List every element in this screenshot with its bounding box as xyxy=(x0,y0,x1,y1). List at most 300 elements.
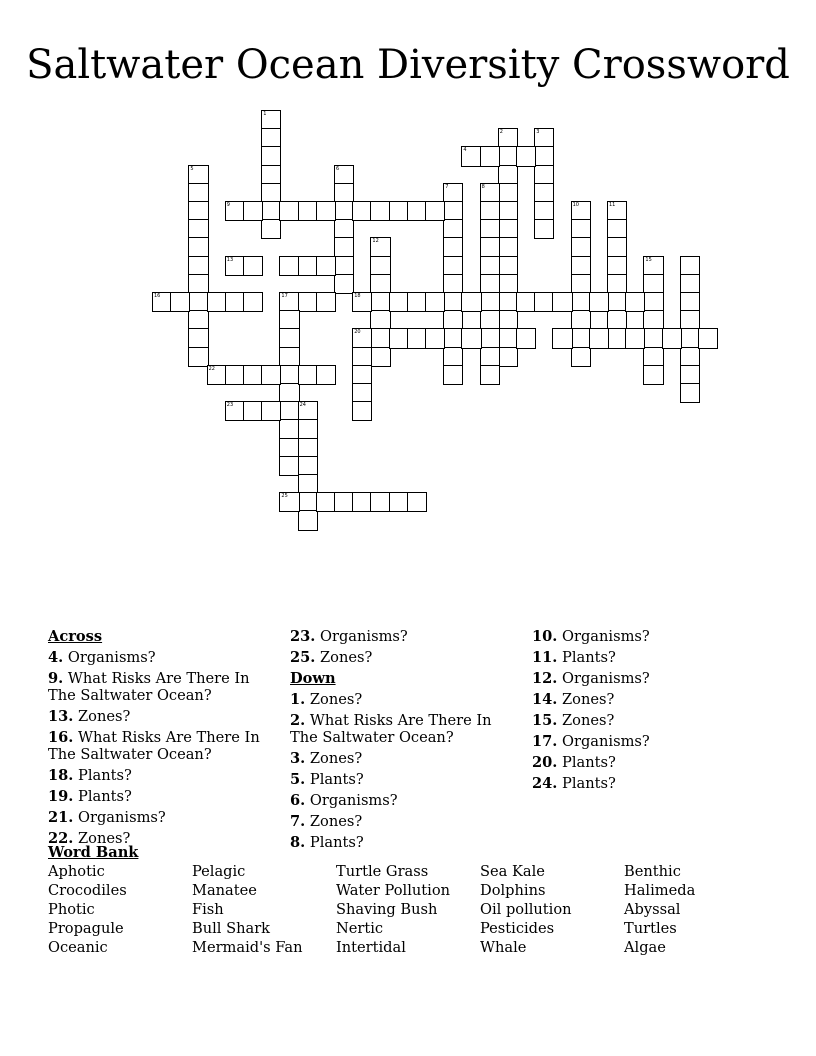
word-bank-word: Fish xyxy=(192,901,224,918)
crossword-cell[interactable] xyxy=(298,510,318,530)
word-bank-word: Photic xyxy=(48,901,95,918)
crossword-cell[interactable] xyxy=(389,328,409,348)
crossword-cell[interactable] xyxy=(334,219,354,239)
clue-item xyxy=(532,733,762,750)
crossword-cell[interactable] xyxy=(607,328,627,348)
clue-number-label: 8. xyxy=(290,834,306,851)
crossword-cell[interactable] xyxy=(534,165,554,185)
clue-number: 15 xyxy=(645,256,652,263)
clue-text: Organisms? xyxy=(557,628,650,645)
word-bank-word: Crocodiles xyxy=(48,882,127,899)
crossword-cell[interactable] xyxy=(225,365,245,385)
crossword-cell[interactable] xyxy=(534,146,554,166)
crossword-cell[interactable] xyxy=(352,401,372,421)
crossword-cell[interactable] xyxy=(498,292,518,312)
clue-text: Zones? xyxy=(73,708,131,725)
crossword-cell[interactable] xyxy=(461,146,481,166)
crossword-cell[interactable] xyxy=(425,292,445,312)
crossword-cell[interactable] xyxy=(571,310,591,330)
crossword-cell[interactable] xyxy=(316,292,336,312)
crossword-cell[interactable] xyxy=(516,146,536,166)
crossword-cell[interactable] xyxy=(334,256,354,276)
clue-number: 12 xyxy=(372,238,379,245)
clue-number: 10 xyxy=(572,202,579,208)
crossword-cell[interactable] xyxy=(443,183,463,203)
clue-number: 6 xyxy=(336,165,340,172)
crossword-cell[interactable] xyxy=(316,492,336,512)
clue-item xyxy=(48,809,278,826)
clue-text: Zones? xyxy=(305,691,363,708)
crossword-cell[interactable] xyxy=(188,292,208,312)
crossword-cell[interactable] xyxy=(352,201,372,221)
crossword-cell[interactable] xyxy=(188,256,208,276)
clue-number: 20 xyxy=(354,329,361,336)
word-bank-word: Bull Shark xyxy=(192,920,271,937)
crossword-cell[interactable] xyxy=(498,328,518,348)
crossword-cell[interactable] xyxy=(279,383,299,403)
crossword-cell[interactable] xyxy=(261,401,281,421)
clue-text: Zones? xyxy=(73,830,131,847)
word-bank-column xyxy=(48,862,127,957)
crossword-cell[interactable] xyxy=(607,237,627,257)
crossword-cell[interactable] xyxy=(680,310,700,330)
clue-item xyxy=(290,771,520,788)
clue-number: 22 xyxy=(208,365,215,372)
crossword-cell[interactable] xyxy=(498,219,518,239)
crossword-cell[interactable] xyxy=(370,256,390,276)
clue-number-label: 18. xyxy=(48,767,74,784)
crossword-cell[interactable] xyxy=(607,292,627,312)
crossword-cell[interactable] xyxy=(643,347,663,367)
clue-number-label: 5. xyxy=(290,771,306,788)
crossword-cell[interactable] xyxy=(316,256,336,276)
word-bank-word: Abyssal xyxy=(624,901,681,918)
clue-item xyxy=(532,775,762,792)
clue-number-label: 6. xyxy=(290,792,306,809)
crossword-cell[interactable] xyxy=(334,274,354,294)
clue-number-label: 15. xyxy=(532,712,558,729)
clue-number: 18 xyxy=(354,293,361,299)
crossword-cell[interactable] xyxy=(225,401,245,421)
crossword-cell[interactable] xyxy=(298,438,318,458)
crossword-cell[interactable] xyxy=(279,438,299,458)
crossword-cell[interactable] xyxy=(188,237,208,257)
clue-item xyxy=(290,628,520,645)
crossword-cell[interactable] xyxy=(443,310,463,330)
clue-number-label: 9. xyxy=(48,670,64,687)
clue-text: Zones? xyxy=(557,691,615,708)
clue-text: Plants? xyxy=(305,771,364,788)
crossword-cell[interactable] xyxy=(643,256,663,276)
crossword-cell[interactable] xyxy=(480,328,500,348)
clue-number-label: 17. xyxy=(532,733,558,750)
word-bank-word: Intertidal xyxy=(336,939,406,956)
clue-item xyxy=(532,691,762,708)
crossword-cell[interactable] xyxy=(607,201,627,221)
crossword-cell[interactable] xyxy=(261,219,281,239)
clue-text: Zones? xyxy=(557,712,615,729)
clue-item xyxy=(48,788,278,805)
crossword-cell[interactable] xyxy=(625,328,645,348)
crossword-cell[interactable] xyxy=(571,347,591,367)
clue-number: 24 xyxy=(299,402,306,409)
clue-number-label: 12. xyxy=(532,670,558,687)
crossword-cell[interactable] xyxy=(352,383,372,403)
crossword-cell[interactable] xyxy=(188,201,208,221)
crossword-cell[interactable] xyxy=(298,474,318,494)
crossword-cell[interactable] xyxy=(571,292,591,312)
crossword-cell[interactable] xyxy=(480,183,500,203)
word-bank-word: Whale xyxy=(480,939,527,956)
crossword-cell[interactable] xyxy=(643,274,663,294)
clue-text: Plants? xyxy=(557,775,616,792)
crossword-cell[interactable] xyxy=(389,292,409,312)
crossword-cell[interactable] xyxy=(407,328,427,348)
crossword-cell[interactable] xyxy=(298,292,318,312)
clue-number: 17 xyxy=(281,293,288,299)
crossword-cell[interactable] xyxy=(407,201,427,221)
crossword-cell[interactable] xyxy=(443,365,463,385)
crossword-cell[interactable] xyxy=(188,347,208,367)
word-bank-column xyxy=(192,862,302,957)
crossword-cell[interactable] xyxy=(370,237,390,257)
crossword-cell[interactable] xyxy=(389,201,409,221)
crossword-cell[interactable] xyxy=(498,183,518,203)
crossword-cell[interactable] xyxy=(298,201,318,221)
crossword-cell[interactable] xyxy=(279,456,299,476)
crossword-cell[interactable] xyxy=(552,328,572,348)
crossword-cell[interactable] xyxy=(334,183,354,203)
crossword-cell[interactable] xyxy=(152,292,172,312)
crossword-cell[interactable] xyxy=(243,365,263,385)
crossword-cell[interactable] xyxy=(480,310,500,330)
clue-number: 5 xyxy=(190,165,194,172)
word-bank-word: Mermaid's Fan xyxy=(192,939,303,956)
clue-text: Organisms? xyxy=(305,792,398,809)
word-bank-column xyxy=(480,862,572,957)
crossword-cell[interactable] xyxy=(334,201,354,221)
crossword-cell[interactable] xyxy=(480,365,500,385)
crossword-cell[interactable] xyxy=(498,165,518,185)
clue-item xyxy=(48,729,278,763)
crossword-cell[interactable] xyxy=(370,274,390,294)
crossword-cell[interactable] xyxy=(680,256,700,276)
crossword-cell[interactable] xyxy=(680,328,700,348)
word-bank-word: Turtle Grass xyxy=(336,863,429,880)
clue-number-label: 3. xyxy=(290,750,306,767)
clue-item xyxy=(48,670,278,704)
crossword-cell[interactable] xyxy=(589,292,609,312)
crossword-cell[interactable] xyxy=(607,256,627,276)
clue-text: Plants? xyxy=(557,649,616,666)
crossword-cell[interactable] xyxy=(571,328,591,348)
clue-text: Plants? xyxy=(73,767,132,784)
crossword-cell[interactable] xyxy=(607,310,627,330)
crossword-cell[interactable] xyxy=(571,201,591,221)
crossword-cell[interactable] xyxy=(480,146,500,166)
clue-number: 25 xyxy=(281,493,288,500)
crossword-cell[interactable] xyxy=(607,274,627,294)
crossword-cell[interactable] xyxy=(279,310,299,330)
crossword-cell[interactable] xyxy=(370,310,390,330)
clue-text: Organisms? xyxy=(73,809,166,826)
crossword-cell[interactable] xyxy=(279,256,299,276)
crossword-cell[interactable] xyxy=(225,201,245,221)
crossword-cell[interactable] xyxy=(680,365,700,385)
clue-text: Organisms? xyxy=(63,649,156,666)
crossword-cell[interactable] xyxy=(480,292,500,312)
clue-number-label: 1. xyxy=(290,691,306,708)
crossword-cell[interactable] xyxy=(571,237,591,257)
crossword-cell[interactable] xyxy=(188,328,208,348)
clue-number: 2 xyxy=(499,129,503,136)
word-bank-word: Dolphins xyxy=(480,882,546,899)
crossword-cell[interactable] xyxy=(370,328,390,348)
crossword-cell[interactable] xyxy=(498,146,518,166)
crossword-cell[interactable] xyxy=(407,492,427,512)
crossword-cell[interactable] xyxy=(534,201,554,221)
clue-item xyxy=(532,670,762,687)
clue-number-label: 10. xyxy=(532,628,558,645)
crossword-cell[interactable] xyxy=(261,110,281,130)
crossword-cell[interactable] xyxy=(370,201,390,221)
crossword-cell[interactable] xyxy=(261,128,281,148)
crossword-cell[interactable] xyxy=(443,292,463,312)
crossword-cell[interactable] xyxy=(370,292,390,312)
crossword-cell[interactable] xyxy=(279,347,299,367)
clues-column-1 xyxy=(48,628,278,851)
crossword-cell[interactable] xyxy=(498,128,518,148)
crossword-cell[interactable] xyxy=(188,183,208,203)
crossword-cell[interactable] xyxy=(334,165,354,185)
clue-number: 7 xyxy=(445,183,449,190)
crossword-cell[interactable] xyxy=(589,328,609,348)
crossword-cell[interactable] xyxy=(279,401,299,421)
crossword-cell[interactable] xyxy=(279,292,299,312)
crossword-cell[interactable] xyxy=(443,256,463,276)
clue-item xyxy=(290,813,520,830)
clue-text: What Risks Are There In The Saltwater Ocean? xyxy=(48,729,260,763)
crossword-cell[interactable] xyxy=(352,347,372,367)
crossword-cell[interactable] xyxy=(534,292,554,312)
crossword-cell[interactable] xyxy=(443,274,463,294)
crossword-cell[interactable] xyxy=(571,256,591,276)
clue-text: Zones? xyxy=(305,750,363,767)
crossword-cell[interactable] xyxy=(625,292,645,312)
clue-item xyxy=(532,754,762,771)
clue-item xyxy=(48,708,278,725)
crossword-cell[interactable] xyxy=(352,492,372,512)
crossword-cell[interactable] xyxy=(334,237,354,257)
crossword-cell[interactable] xyxy=(298,256,318,276)
crossword-cell[interactable] xyxy=(680,383,700,403)
crossword-cell[interactable] xyxy=(316,201,336,221)
clue-text: What Risks Are There In The Saltwater Ocean? xyxy=(290,712,492,746)
crossword-cell[interactable] xyxy=(443,347,463,367)
clue-number-label: 20. xyxy=(532,754,558,771)
word-bank-column xyxy=(624,862,695,957)
crossword-cell[interactable] xyxy=(571,274,591,294)
page-title: Saltwater Ocean Diversity Crossword xyxy=(26,42,790,88)
clue-item xyxy=(290,834,520,851)
crossword-cell[interactable] xyxy=(480,274,500,294)
crossword-cell[interactable] xyxy=(370,492,390,512)
clue-section-heading: Across xyxy=(48,628,103,645)
crossword-cell[interactable] xyxy=(571,219,591,239)
crossword-cell[interactable] xyxy=(298,401,318,421)
crossword-cell[interactable] xyxy=(188,310,208,330)
clue-text: Organisms? xyxy=(557,670,650,687)
crossword-cell[interactable] xyxy=(243,256,263,276)
clue-number-label: 13. xyxy=(48,708,74,725)
clue-text: Plants? xyxy=(73,788,132,805)
clue-section-heading: Down xyxy=(290,670,336,687)
crossword-cell[interactable] xyxy=(298,492,318,512)
crossword-cell[interactable] xyxy=(225,256,245,276)
clue-item xyxy=(290,712,520,746)
clue-number-label: 4. xyxy=(48,649,64,666)
crossword-cell[interactable] xyxy=(480,347,500,367)
crossword-cell[interactable] xyxy=(680,292,700,312)
crossword-cell[interactable] xyxy=(461,292,481,312)
crossword-cell[interactable] xyxy=(643,292,663,312)
crossword-cell[interactable] xyxy=(334,492,354,512)
crossword-cell[interactable] xyxy=(389,492,409,512)
crossword-cell[interactable] xyxy=(443,237,463,257)
clue-number-label: 23. xyxy=(290,628,316,645)
clue-number-label: 2. xyxy=(290,712,306,729)
clue-number: 1 xyxy=(263,111,267,117)
crossword-cell[interactable] xyxy=(170,292,190,312)
clue-number: 13 xyxy=(226,256,234,263)
crossword-cell[interactable] xyxy=(207,365,227,385)
crossword-cell[interactable] xyxy=(662,328,682,348)
crossword-cell[interactable] xyxy=(643,310,663,330)
word-bank-heading: Word Bank xyxy=(48,844,139,861)
crossword-cell[interactable] xyxy=(552,292,572,312)
crossword-cell[interactable] xyxy=(279,365,299,385)
crossword-cell[interactable] xyxy=(279,419,299,439)
clues-column-3 xyxy=(532,628,762,796)
crossword-cell[interactable] xyxy=(534,128,554,148)
clue-text: Zones? xyxy=(305,813,363,830)
clue-number-label: 11. xyxy=(532,649,558,666)
crossword-cell[interactable] xyxy=(425,201,445,221)
crossword-cell[interactable] xyxy=(261,365,281,385)
crossword-cell[interactable] xyxy=(607,219,627,239)
crossword-cell[interactable] xyxy=(498,256,518,276)
crossword-cell[interactable] xyxy=(516,328,536,348)
crossword-cell[interactable] xyxy=(261,183,281,203)
clue-text: Zones? xyxy=(315,649,373,666)
crossword-cell[interactable] xyxy=(498,237,518,257)
crossword-cell[interactable] xyxy=(188,219,208,239)
word-bank-word: Algae xyxy=(624,939,666,956)
crossword-cell[interactable] xyxy=(698,328,718,348)
clue-item xyxy=(532,712,762,729)
clue-text: Organisms? xyxy=(315,628,408,645)
clue-text: Plants? xyxy=(557,754,616,771)
crossword-cell[interactable] xyxy=(680,274,700,294)
clue-number-label: 19. xyxy=(48,788,74,805)
crossword-cell[interactable] xyxy=(480,237,500,257)
crossword-cell[interactable] xyxy=(680,347,700,367)
crossword-cell[interactable] xyxy=(407,292,427,312)
crossword-cell[interactable] xyxy=(316,365,336,385)
crossword-cell[interactable] xyxy=(461,328,481,348)
clue-number-label: 14. xyxy=(532,691,558,708)
crossword-cell[interactable] xyxy=(225,292,245,312)
clue-number: 4 xyxy=(463,147,467,154)
word-bank-word: Manatee xyxy=(192,882,257,899)
crossword-cell[interactable] xyxy=(243,292,263,312)
crossword-cell[interactable] xyxy=(279,201,299,221)
crossword-cell[interactable] xyxy=(261,146,281,166)
crossword-cell[interactable] xyxy=(298,419,318,439)
crossword-cell[interactable] xyxy=(352,365,372,385)
clue-text: What Risks Are There In The Saltwater Ocean? xyxy=(48,670,250,704)
crossword-cell[interactable] xyxy=(279,492,299,512)
crossword-cell[interactable] xyxy=(279,328,299,348)
clue-item xyxy=(290,750,520,767)
crossword-cell[interactable] xyxy=(534,183,554,203)
crossword-cell[interactable] xyxy=(370,347,390,367)
clue-number: 3 xyxy=(536,129,540,136)
crossword-cell[interactable] xyxy=(516,292,536,312)
clue-number-label: 7. xyxy=(290,813,306,830)
crossword-cell[interactable] xyxy=(480,256,500,276)
crossword-cell[interactable] xyxy=(352,328,372,348)
crossword-cell[interactable] xyxy=(443,328,463,348)
clue-item xyxy=(290,649,520,666)
crossword-cell[interactable] xyxy=(298,456,318,476)
clue-number: 11 xyxy=(609,202,616,208)
crossword-cell[interactable] xyxy=(498,347,518,367)
clue-number: 9 xyxy=(226,202,230,208)
crossword-cell[interactable] xyxy=(643,328,663,348)
clue-number: 16 xyxy=(154,293,161,299)
crossword-cell[interactable] xyxy=(261,201,281,221)
crossword-cell[interactable] xyxy=(443,219,463,239)
word-bank-word: Aphotic xyxy=(48,863,105,880)
crossword-cell[interactable] xyxy=(480,219,500,239)
crossword-cell[interactable] xyxy=(261,165,281,185)
word-bank-word: Propagule xyxy=(48,920,124,937)
clue-item xyxy=(290,792,520,809)
clue-item xyxy=(532,649,762,666)
crossword-cell[interactable] xyxy=(480,201,500,221)
crossword-cell[interactable] xyxy=(443,201,463,221)
crossword-cell[interactable] xyxy=(425,328,445,348)
crossword-cell[interactable] xyxy=(243,201,263,221)
crossword-cell[interactable] xyxy=(243,401,263,421)
crossword-cell[interactable] xyxy=(207,292,227,312)
crossword-cell[interactable] xyxy=(498,274,518,294)
crossword-cell[interactable] xyxy=(352,292,372,312)
crossword-cell[interactable] xyxy=(188,274,208,294)
crossword-cell[interactable] xyxy=(498,310,518,330)
clue-item xyxy=(48,767,278,784)
clue-number: 23 xyxy=(226,402,234,409)
crossword-cell[interactable] xyxy=(298,365,318,385)
clue-item xyxy=(48,649,278,666)
word-bank-word: Shaving Bush xyxy=(336,901,438,918)
crossword-cell[interactable] xyxy=(498,201,518,221)
crossword-cell[interactable] xyxy=(534,219,554,239)
crossword-cell[interactable] xyxy=(643,365,663,385)
crossword-cell[interactable] xyxy=(188,165,208,185)
word-bank-word: Benthic xyxy=(624,863,681,880)
